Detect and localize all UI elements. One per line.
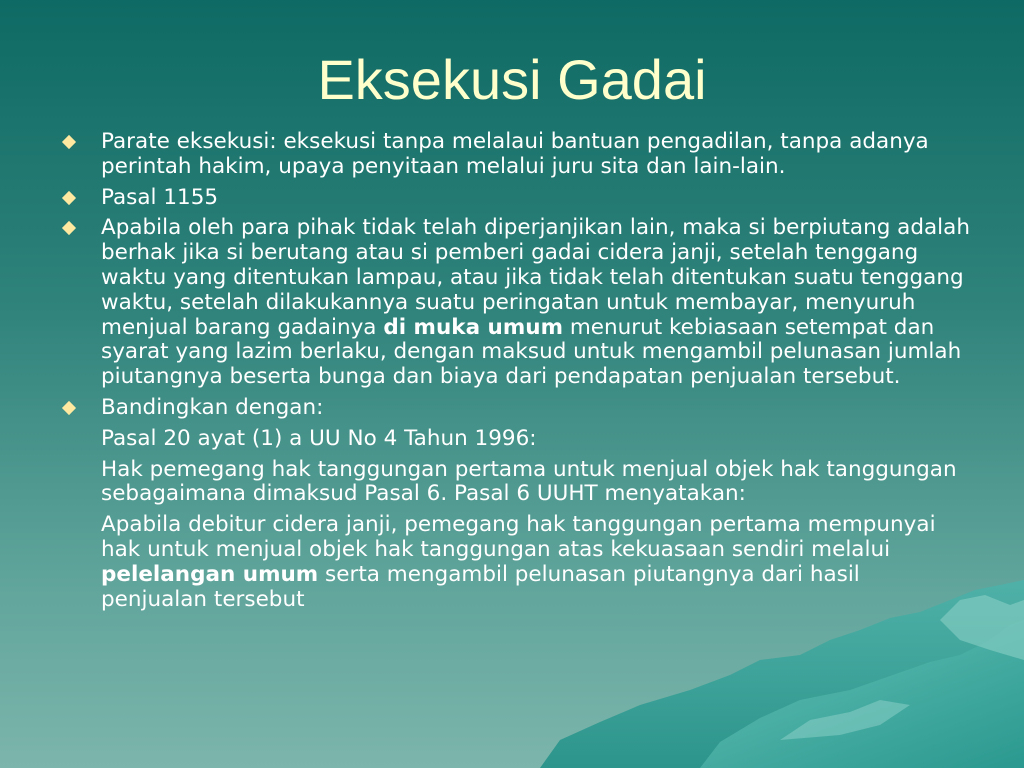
bullet-item	[60, 186, 970, 211]
sub-paragraph: Pasal 20 ayat (1) a UU No 4 Tahun 1996:	[101, 425, 537, 451]
sub-text-part: Apabila debitur cidera janji, pemegang hak tanggungan pertama mempunyai hak untuk menjual objek hak tanggungan atas kekuasaan sendiri melalui	[101, 512, 936, 562]
bullet-item	[60, 216, 970, 390]
diamond-bullet-icon	[62, 401, 76, 415]
slide-content	[60, 130, 970, 618]
sub-paragraph: Hak pemegang hak tanggungan pertama untuk menjual objek hak tanggungan sebagaimana dimaksud Pasal 6. Pasal 6 UUHT menyatakan:	[101, 456, 957, 507]
diamond-bullet-icon	[62, 221, 76, 235]
bullet-text: Bandingkan dengan:	[101, 394, 324, 420]
bullet-text: Pasal 1155	[101, 184, 219, 210]
bullet-text-part: Apabila oleh para pihak tidak telah diperjanjikan lain, maka si berpiutang adalah berhak jika si berutang atau si pemberi gadai cidera janji, setelah tenggang waktu yang ditentukan lampau, atau jika tidak telah ditentukan suatu tenggang waktu, setelah dilakukannya suatu peringatan untuk membayar, menyuruh menjual barang gadainya	[101, 215, 970, 340]
diamond-bullet-icon	[62, 191, 76, 205]
sub-bold-text: pelelangan umum	[101, 561, 319, 587]
bullet-text: Parate eksekusi: eksekusi tanpa melalaui bantuan pengadilan, tanpa adanya perintah hakim, upaya penyitaan melalui juru sita dan lain-lain.	[101, 129, 929, 179]
sub-paragraph	[60, 513, 970, 612]
bullet-item	[60, 130, 970, 180]
sub-text-part: serta mengambil pelunasan piutangnya dari hasil penjualan tersebut	[101, 561, 860, 612]
bullet-bold-text: di muka umum	[383, 314, 563, 340]
slide-title: Eksekusi Gadai	[317, 48, 707, 111]
bullet-text-part: menurut kebiasaan setempat dan syarat yang lazim berlaku, dengan maksud untuk mengambil pelunasan jumlah piutangnya beserta bunga dan biaya dari pendapatan penjualan tersebut.	[101, 314, 962, 390]
bullet-item	[60, 396, 970, 421]
diamond-bullet-icon	[62, 135, 76, 149]
